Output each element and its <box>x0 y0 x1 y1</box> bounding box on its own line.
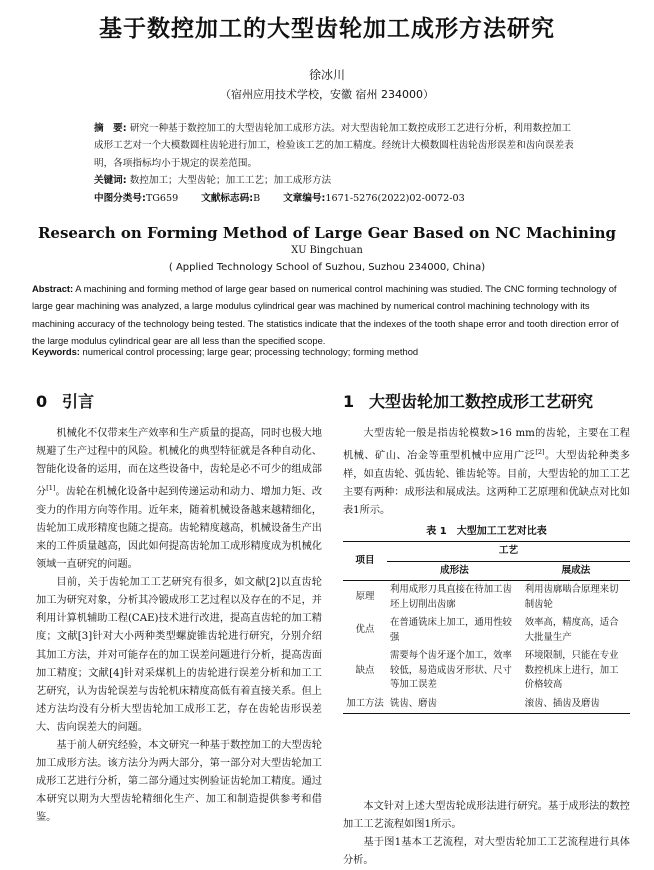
table-row <box>343 695 630 714</box>
paragraph <box>36 425 322 574</box>
english-keywords-text: numerical control processing; large gear; processing technology; forming method <box>82 346 419 357</box>
section-0-number: 0 <box>36 392 48 411</box>
section-0-heading <box>36 389 94 412</box>
paragraph: 基于图1基本工艺流程，对大型齿轮加工工艺流程进行具体分析。 <box>343 837 630 867</box>
cell-generating: 利用齿廓啮合原理来切制齿轮 <box>524 584 619 610</box>
section-1-number: 1 <box>343 392 355 411</box>
article-no-label: 文章编号: <box>283 193 326 204</box>
row-label: 优点 <box>355 624 375 636</box>
header-process: 工艺 <box>387 542 630 562</box>
paragraph-text: 大型齿轮一般是指齿轮模数>16 mm的齿轮，主要在工程机械、矿山、冶金等重型机械中应用广泛 <box>343 428 630 462</box>
section-1-body-continued <box>343 798 630 870</box>
section-1-heading <box>343 389 593 412</box>
paragraph: 本文针对上述大型齿轮成形法进行研究。基于成形法的数控加工工艺流程如图1所示。 <box>343 801 630 831</box>
english-affiliation: ( Applied Technology School of Suzhou, Suzhou 234000, China) <box>168 262 486 273</box>
paragraph-text: 机械化不仅带来生产效率和生产质量的提高，同时也极大地规避了生产过程中的风险。机械化的典型特征就是各种自动化、智能化设备的运用，而在这些设备中，齿轮是必不可少的组成部分 <box>36 428 322 498</box>
paragraph <box>343 425 630 520</box>
cell-forming: 需要每个齿牙逐个加工，效率较低，易造成齿牙形状、尺寸等加工误差 <box>390 650 512 690</box>
clc-label: 中图分类号: <box>94 193 146 204</box>
english-abstract <box>32 280 626 350</box>
clc-value: TG659 <box>145 193 179 204</box>
english-abstract-label: Abstract: <box>32 283 74 294</box>
paper-title: 基于数控加工的大型齿轮加工成形方法研究 <box>99 16 555 42</box>
abstract-cn-label: 摘 要: <box>94 123 127 134</box>
table-row <box>343 614 630 647</box>
abstract-cn <box>94 120 574 172</box>
citation: [1] <box>46 484 56 493</box>
header-forming: 成形法 <box>387 561 522 581</box>
table-row <box>343 581 630 615</box>
affiliation: （宿州应用技术学校，安徽 宿州 234000） <box>220 88 434 101</box>
process-comparison-table <box>343 541 630 714</box>
section-0-title: 引言 <box>62 392 95 411</box>
meta-row <box>94 190 465 204</box>
english-keywords-label: Keywords: <box>32 346 80 357</box>
header-item: 项目 <box>343 542 387 581</box>
english-abstract-text: A machining and forming method of large gear based on numerical control machining was studied. The CNC forming technology of large gear machining was analyzed, a large modulus cylindrical gear was machined by numerical control machining technology with its machining accuracy of the technology being tested. The statistics indicate that the indexes of the tooth shape error and tooth direction error of the large modulus cylindrical gear are all less than the specified scope. <box>32 283 619 347</box>
cell-generating: 环境限制，只能在专业数控机床上进行，加工价格较高 <box>524 650 619 690</box>
doc-code-label: 文献标志码: <box>201 193 254 204</box>
paragraph: 基于前人研究经验，本文研究一种基于数控加工的大型齿轮加工成形方法。该方法分为两大部分，第一部分对大型齿轮加工成形工艺进行分析，第二部分通过实例验证齿轮加工精度。通过本研究以期为大型齿轮精细化生产、加工和制造提供参考和借鉴。 <box>36 739 322 824</box>
english-keywords <box>32 346 626 357</box>
keywords-cn <box>94 172 574 189</box>
abstract-cn-text: 研究一种基于数控加工的大型齿轮加工成形方法。对大型齿轮加工数控成形工艺进行分析，利用数控加工成形工艺对一个大模数圆柱齿轮进行加工，检验该工艺的加工精度。经统计大模数圆柱齿轮齿形误差和齿向误差表明，各项指标均小于规定的误差范围。 <box>94 123 574 169</box>
paragraph: 目前，关于齿轮加工工艺研究有很多，如文献[2]以直齿轮加工为研究对象，分析其冷锻成形工艺过程以及存在的不足，并利用计算机辅助工程(CAE)技术进行改进，提高直齿轮的加工精度；文献[3]针对大小两种类型螺旋锥齿轮进行研究，分别介绍其加工方法，并对可能存在的加工误差问题进行分析，提高齿面加工精度；文献[4]针对采煤机上的齿轮进行误差分析和加工工艺研究，认为齿轮误差与齿轮机床精度高低有着直接关系。但上述方法均没有分析大型齿轮加工成形工艺，存在齿轮齿形误差大、齿向误差大的问题。 <box>36 577 322 733</box>
section-0-body <box>36 425 322 827</box>
article-no-value: 1671-5276(2022)02-0072-03 <box>325 193 465 204</box>
paragraph-text: 。齿轮在机械化设备中起到传递运动和动力、增加力矩、改变力的作用方向等作用。近年来，随着机械设备越来越精细化，齿轮加工成形精度也随之提高。齿轮精度越高，机械设备生产出来的工件质量越高，因此如何提高齿轮加工成形精度成为机械化领域一直研究的问题。 <box>36 486 323 571</box>
cell-forming: 利用成形刀具直接在待加工齿坯上切削出齿廓 <box>390 584 512 610</box>
author: 徐冰川 <box>308 68 345 82</box>
header-generating: 展成法 <box>522 561 630 581</box>
english-title: Research on Forming Method of Large Gear Based on NC Machining <box>37 224 617 242</box>
table-caption: 表 1 大型加工工艺对比表 <box>426 526 547 537</box>
row-label: 缺点 <box>355 664 375 676</box>
cell-generating: 效率高，精度高，适合大批量生产 <box>524 617 619 643</box>
paragraph-text: 。大型齿轮种类多样，如直齿轮、弧齿轮、锥齿轮等。目前，大型齿轮的加工工艺主要有两种：成形法和展成法。这两种工艺原理和优缺点对比如表1所示。 <box>343 450 631 516</box>
english-author: XU Bingchuan <box>291 245 363 256</box>
section-1-body <box>343 425 630 520</box>
row-label: 加工方法 <box>343 695 387 714</box>
section-1-title: 大型齿轮加工数控成形工艺研究 <box>369 392 594 411</box>
cell-generating: 滚齿、插齿及磨齿 <box>522 695 630 714</box>
table-row <box>343 647 630 695</box>
row-label: 原理 <box>355 591 375 603</box>
citation: [2] <box>535 448 545 457</box>
cell-forming: 在普通铣床上加工，通用性较强 <box>390 617 512 643</box>
doc-code-value: B <box>253 193 261 204</box>
cell-forming: 铣齿、磨齿 <box>387 695 522 714</box>
keywords-cn-label: 关键词: <box>94 175 127 186</box>
keywords-cn-text: 数控加工；大型齿轮；加工工艺；加工成形方法 <box>129 175 332 186</box>
